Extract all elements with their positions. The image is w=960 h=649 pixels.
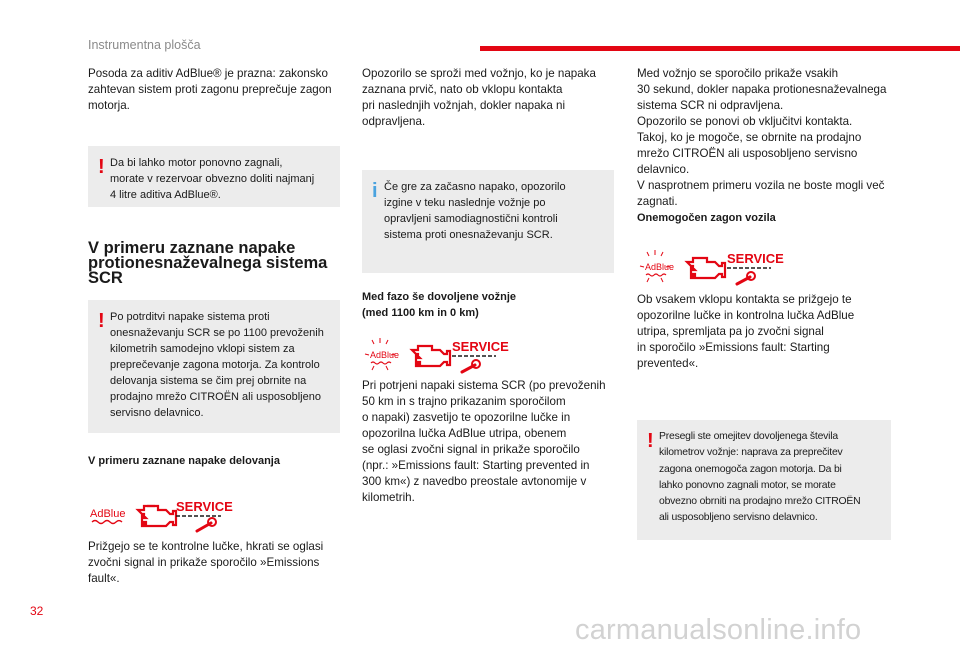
info-box-text: Če gre za začasno napako, opozorilo izgine v teku naslednje vožnje po opravljeni samodiagnostični kontroli sistema proti onesnaževanju SCR. (384, 181, 566, 241)
info-icon: i (372, 180, 378, 202)
section-heading-scr-fault: V primeru zaznane napake protionesnaževalnega sistema SCR (88, 239, 328, 287)
info-box (362, 170, 614, 273)
adblue-label: AdBlue (90, 508, 126, 520)
engine-warning-icon (687, 258, 725, 278)
subheading-start-prevented: Onemogočen zagon vozila (637, 212, 776, 224)
warning-lights-symbols (88, 494, 233, 536)
page-number: 32 (30, 604, 44, 618)
wrench-icon (462, 360, 480, 372)
engine-warning-icon (412, 346, 450, 366)
col2-intro-text: Opozorilo se sproži med vožnjo, ko je napaka zaznana prvič, nato ob vklopu kontakta pri naslednjih vožnjah, dokler napaka ni odpravljena. (362, 67, 596, 128)
engine-warning-icon (138, 506, 176, 526)
warning-box-1 (88, 146, 340, 207)
warning-exclamation-icon: ! (647, 430, 654, 452)
col3-intro-text: Med vožnjo se sporočilo prikaže vsakih 30 sekund, dokler napaka protionesnaževalnega sistema SCR ni odpravljena. Opozorilo se ponovi ob vključitvi kontakta. Takoj, ko je mogoče, se obrnite na prodajno mrežo CITROËN ali usposobljeno servisno delavnico. V nasprotnem primeru vozila ne boste mogli več zagnati. (637, 67, 887, 208)
warning-box-3 (637, 420, 891, 540)
col1-intro-text: Posoda za aditiv AdBlue® je prazna: zakonsko zahtevan sistem proti zagonu preprečuje zagon motorja. (88, 67, 332, 112)
warning-exclamation-icon: ! (98, 310, 105, 332)
warning-box-2 (88, 300, 340, 433)
watermark: carmanualsonline.info (575, 614, 862, 646)
service-label: SERVICE (176, 499, 233, 514)
subheading-allowed-driving: Med fazo še dovoljene vožnje (med 1100 km in 0 km) (362, 291, 517, 319)
service-label: SERVICE (452, 339, 509, 354)
wrench-icon (197, 518, 216, 531)
col3-after-text: Ob vsakem vklopu kontakta se prižgejo te opozorilne lučke in kontrolna lučka AdBlue utripa, spremljata pa jo zvočni signal in sporočilo »Emissions fault: Starting prevented«. (637, 293, 855, 370)
warning-box-3-text: Presegli ste omejitev dovoljenega števila kilometrov vožnje: naprava za preprečitev zagona onemogoča zagon motorja. Da bi lahko ponovno zagnali motor, se morate obvezno obrniti na prodajno mrežo CITROËN ali usposobljeno servisno delavnico. (659, 431, 861, 524)
warning-lights-symbols (637, 248, 784, 290)
subheading-fault-detected: V primeru zaznane napake delovanja (88, 455, 280, 467)
warning-box-1-text: Da bi lahko motor ponovno zagnali, morate v rezervoar obvezno doliti najmanj 4 litre aditiva AdBlue®. (110, 157, 315, 201)
page-header-title: Instrumentna plošča (88, 38, 201, 52)
page-header-bar (480, 46, 960, 51)
adblue-wave-icon (646, 274, 666, 276)
col1-after-text: Prižgejo se te kontrolne lučke, hkrati se oglasi zvočni signal in prikaže sporočilo »Emissions fault«. (88, 540, 324, 585)
col2-after-text: Pri potrjeni napaki sistema SCR (po prevoženih 50 km in s trajno prikazanim sporočilom o napaki) zasvetijo te opozorilne lučke in opozorilna lučka AdBlue utripa, obenem se oglasi zvočni signal in prikaže sporočilo (npr.: »Emissions fault: Starting prevented in 300 km«) z navedbo preostale avtonomije v kilometrih. (362, 379, 606, 504)
adblue-label: AdBlue (645, 262, 675, 272)
warning-box-2-text: Po potrditvi napake sistema proti onesnaževanju SCR se po 1100 prevoženih kilometrih samodejno vklopi sistem za preprečevanje zagona motorja. Za kontrolo delovanja sistema se čim prej obrnite na prodajno mrežo CITROËN ali usposobljeno servisno delavnico. (110, 311, 324, 419)
warning-exclamation-icon: ! (98, 156, 105, 178)
adblue-wave-icon (371, 362, 391, 364)
service-label: SERVICE (727, 251, 784, 266)
adblue-wave-icon (92, 521, 122, 524)
wrench-icon (737, 272, 755, 284)
adblue-label: AdBlue (370, 350, 400, 360)
warning-lights-symbols (362, 336, 509, 378)
